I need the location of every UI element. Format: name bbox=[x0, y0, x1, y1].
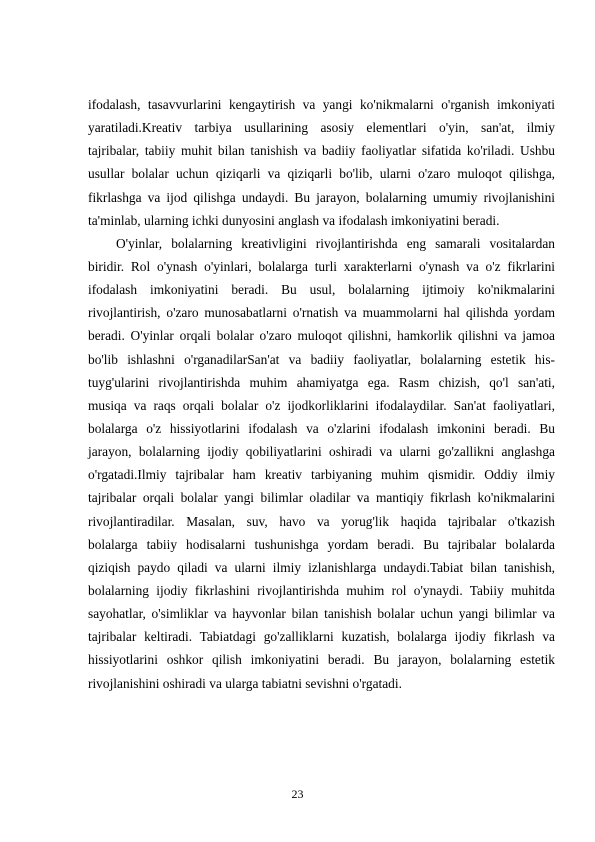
text-line: bolalarning ijodiy fikrlashini rivojlantirishda muhim rol o'ynaydi. Tabiiy muhitda bbox=[88, 582, 555, 598]
text-line: jarayon, bolalarning ijodiy qobiliyatlarini oshiradi va ularni go'zallikni anglashga bbox=[88, 444, 555, 460]
text-line: bo'lib ishlashni o'rganadilarSan'at va badiiy faoliyatlar, bolalarning estetik his- bbox=[88, 351, 555, 367]
text-line: beradi. O'yinlar orqali bolalar o'zaro muloqot qilishni, hamkorlik qilishni va jamoa bbox=[88, 328, 555, 344]
body-text bbox=[88, 93, 555, 695]
text-line: rivojlantiradilar. Masalan, suv, havo va yorug'lik haqida tajribalar o'tkazish bbox=[88, 513, 555, 529]
text-line: sayohatlar, o'simliklar va hayvonlar bilan tanishish bolalar uchun yangi bilimlar va bbox=[88, 606, 555, 622]
text-line: tajribalar keltiradi. Tabiatdagi go'zalliklarni kuzatish, bolalarga ijodiy fikrlash va bbox=[88, 629, 555, 645]
text-line: ta'minlab, ularning ichki dunyosini anglash va ifodalash imkoniyatini beradi. bbox=[88, 212, 500, 228]
text-line: ifodalash, tasavvurlarini kengaytirish va yangi ko'nikmalarni o'rganish imkoniyati bbox=[88, 97, 555, 112]
page-number: 23 bbox=[291, 787, 304, 801]
text-line: usullar bolalar uchun qiziqarli va qiziqarli bo'lib, ularni o'zaro muloqot qilishga, bbox=[88, 166, 555, 182]
text-line: tajribalar, tabiiy muhit bilan tanishish va badiiy faoliyatlar sifatida ko'riladi. Ushbu bbox=[88, 143, 555, 159]
text-line: qiziqish paydo qiladi va ularni ilmiy izlanishlarga undaydi.Tabiat bilan tanishish, bbox=[88, 559, 555, 575]
text-line: bolalarga o'z hissiyotlarini ifodalash va o'zlarini ifodalash imkonini beradi. Bu bbox=[88, 420, 555, 436]
text-line: musiqa va raqs orqali bolalar o'z ijodkorliklarini ifodalaydilar. San'at faoliyatlari, bbox=[88, 397, 555, 413]
text-line: yaratiladi.Kreativ tarbiya usullarining asosiy elementlari o'yin, san'at, ilmiy bbox=[88, 120, 555, 136]
text-line: tajribalar orqali bolalar yangi bilimlar oladilar va mantiqiy fikrlash ko'nikmalarini bbox=[88, 490, 555, 506]
text-line: bolalarga tabiiy hodisalarni tushunishga yordam beradi. Bu tajribalar bolalarda bbox=[88, 536, 555, 552]
text-line: tuyg'ularini rivojlantirishda muhim ahamiyatga ega. Rasm chizish, qo'l san'ati, bbox=[88, 374, 555, 390]
text-line: rivojlantirish, o'zaro munosabatlarni o'rnatish va muammolarni hal qilishda yordam bbox=[88, 305, 555, 321]
text-line: hissiyotlarini oshkor qilish imkoniyatini beradi. Bu jarayon, bolalarning estetik bbox=[88, 652, 555, 668]
text-line: biridir. Rol o'ynash o'yinlari, bolalarga turli xarakterlarni o'ynash va o'z fikrlarini bbox=[88, 258, 555, 274]
text-line: o'rgatadi.Ilmiy tajribalar ham kreativ tarbiyaning muhim qismidir. Oddiy ilmiy bbox=[88, 467, 555, 483]
text-line: rivojlanishini oshiradi va ularga tabiatni sevishni o'rgatadi. bbox=[88, 675, 402, 691]
text-line: ifodalash imkoniyatini beradi. Bu usul, bolalarning ijtimoiy ko'nikmalarini bbox=[88, 282, 555, 298]
text-line: fikrlashga va ijod qilishga undaydi. Bu jarayon, bolalarning umumiy rivojlanishini bbox=[88, 189, 555, 205]
text-line: O'yinlar, bolalarning kreativligini rivojlantirishda eng samarali vositalardan bbox=[116, 235, 555, 251]
